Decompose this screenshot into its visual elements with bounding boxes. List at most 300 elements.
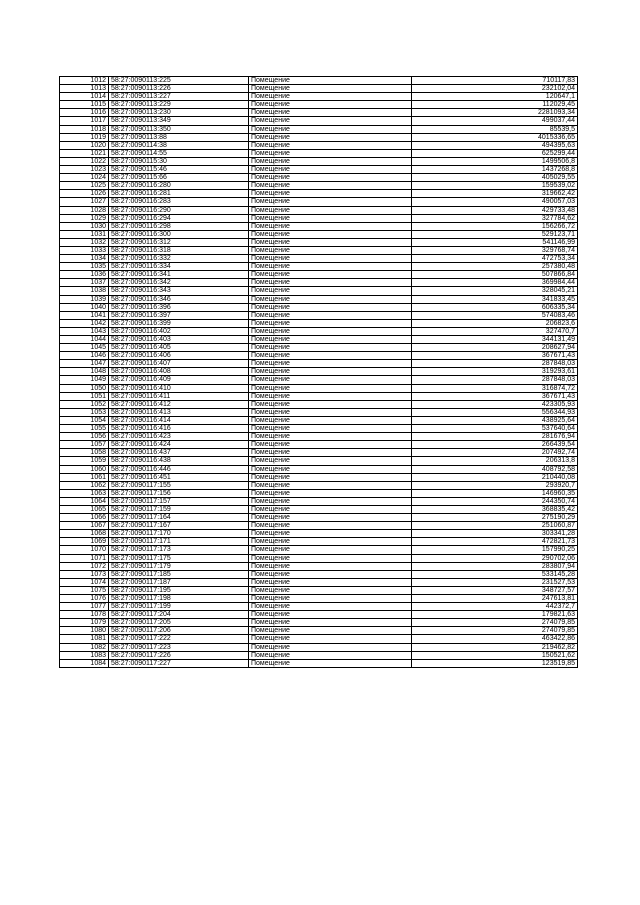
cadastral-number-cell: 58:27:0090116:346 — [109, 295, 249, 303]
table-row — [60, 635, 578, 643]
row-number-cell: 1040 — [60, 303, 109, 311]
cadastral-number-cell: 58:27:0090116:294 — [109, 214, 249, 222]
cadastral-number-cell: 58:27:0090115:66 — [109, 174, 249, 182]
table-row — [60, 279, 578, 287]
row-number-cell: 1069 — [60, 538, 109, 546]
table-row — [60, 336, 578, 344]
value-cell: 150521,62 — [412, 651, 578, 659]
value-cell: 327784,62 — [412, 214, 578, 222]
row-number-cell: 1067 — [60, 522, 109, 530]
cadastral-number-cell: 58:27:0090116:410 — [109, 384, 249, 392]
row-number-cell: 1015 — [60, 101, 109, 109]
value-cell: 499037,44 — [412, 117, 578, 125]
object-type-cell: Помещение — [249, 635, 412, 643]
row-number-cell: 1020 — [60, 141, 109, 149]
value-cell: 533145,28 — [412, 570, 578, 578]
value-cell: 206823,6 — [412, 319, 578, 327]
row-number-cell: 1066 — [60, 514, 109, 522]
object-type-cell: Помещение — [249, 473, 412, 481]
cadastral-number-cell: 58:27:0090117:204 — [109, 611, 249, 619]
table-row — [60, 449, 578, 457]
table-row — [60, 101, 578, 109]
value-cell: 179821,63 — [412, 611, 578, 619]
value-cell: 1437268,8 — [412, 166, 578, 174]
table-row — [60, 619, 578, 627]
object-type-cell: Помещение — [249, 489, 412, 497]
cadastral-number-cell: 58:27:0090116:407 — [109, 360, 249, 368]
object-type-cell: Помещение — [249, 408, 412, 416]
row-number-cell: 1075 — [60, 586, 109, 594]
row-number-cell: 1073 — [60, 570, 109, 578]
table-row — [60, 595, 578, 603]
row-number-cell: 1037 — [60, 279, 109, 287]
table-row — [60, 125, 578, 133]
object-type-cell: Помещение — [249, 287, 412, 295]
table-row — [60, 473, 578, 481]
row-number-cell: 1049 — [60, 376, 109, 384]
table-row — [60, 489, 578, 497]
cadastral-number-cell: 58:27:0090117:187 — [109, 578, 249, 586]
object-type-cell: Помещение — [249, 101, 412, 109]
object-type-cell: Помещение — [249, 392, 412, 400]
value-cell: 275190,29 — [412, 514, 578, 522]
object-type-cell: Помещение — [249, 77, 412, 85]
object-type-cell: Помещение — [249, 538, 412, 546]
cadastral-number-cell: 58:27:0090116:405 — [109, 344, 249, 352]
value-cell: 2281093,34 — [412, 109, 578, 117]
table-row — [60, 311, 578, 319]
value-cell: 85539,5 — [412, 125, 578, 133]
table-row — [60, 182, 578, 190]
object-type-cell: Помещение — [249, 319, 412, 327]
value-cell: 244350,74 — [412, 497, 578, 505]
row-number-cell: 1079 — [60, 619, 109, 627]
row-number-cell: 1017 — [60, 117, 109, 125]
row-number-cell: 1053 — [60, 408, 109, 416]
value-cell: 274079,85 — [412, 619, 578, 627]
row-number-cell: 1045 — [60, 344, 109, 352]
object-type-cell: Помещение — [249, 497, 412, 505]
row-number-cell: 1061 — [60, 473, 109, 481]
value-cell: 290702,06 — [412, 554, 578, 562]
cadastral-number-cell: 58:27:0090116:438 — [109, 457, 249, 465]
table-row — [60, 603, 578, 611]
table-row — [60, 465, 578, 473]
row-number-cell: 1062 — [60, 481, 109, 489]
row-number-cell: 1051 — [60, 392, 109, 400]
table-row — [60, 416, 578, 424]
table-row — [60, 408, 578, 416]
row-number-cell: 1072 — [60, 562, 109, 570]
object-type-cell: Помещение — [249, 230, 412, 238]
table-row — [60, 141, 578, 149]
table-row — [60, 457, 578, 465]
object-type-cell: Помещение — [249, 246, 412, 254]
table-row — [60, 352, 578, 360]
object-type-cell: Помещение — [249, 93, 412, 101]
table-row — [60, 327, 578, 335]
value-cell: 266439,54 — [412, 441, 578, 449]
table-row — [60, 392, 578, 400]
object-type-cell: Помещение — [249, 360, 412, 368]
value-cell: 120647,1 — [412, 93, 578, 101]
object-type-cell: Помещение — [249, 522, 412, 530]
value-cell: 463422,86 — [412, 635, 578, 643]
table-row — [60, 505, 578, 513]
object-type-cell: Помещение — [249, 562, 412, 570]
value-cell: 556344,93 — [412, 408, 578, 416]
object-type-cell: Помещение — [249, 327, 412, 335]
cadastral-number-cell: 58:27:0090117:170 — [109, 530, 249, 538]
value-cell: 438925,64 — [412, 416, 578, 424]
object-type-cell: Помещение — [249, 595, 412, 603]
object-type-cell: Помещение — [249, 311, 412, 319]
table-row — [60, 85, 578, 93]
object-type-cell: Помещение — [249, 85, 412, 93]
cadastral-number-cell: 58:27:0090116:409 — [109, 376, 249, 384]
row-number-cell: 1055 — [60, 425, 109, 433]
row-number-cell: 1056 — [60, 433, 109, 441]
cadastral-number-cell: 58:27:0090116:280 — [109, 182, 249, 190]
object-type-cell: Помещение — [249, 198, 412, 206]
object-type-cell: Помещение — [249, 157, 412, 165]
object-type-cell: Помещение — [249, 659, 412, 667]
cadastral-number-cell: 58:27:0090116:342 — [109, 279, 249, 287]
value-cell: 1499506,8 — [412, 157, 578, 165]
object-type-cell: Помещение — [249, 125, 412, 133]
value-cell: 247613,81 — [412, 595, 578, 603]
value-cell: 429733,48 — [412, 206, 578, 214]
value-cell: 219462,82 — [412, 643, 578, 651]
value-cell: 472821,73 — [412, 538, 578, 546]
row-number-cell: 1029 — [60, 214, 109, 222]
value-cell: 344131,49 — [412, 336, 578, 344]
cadastral-number-cell: 58:27:0090116:413 — [109, 408, 249, 416]
cadastral-number-cell: 58:27:0090113:226 — [109, 85, 249, 93]
value-cell: 293920,7 — [412, 481, 578, 489]
table-row — [60, 400, 578, 408]
row-number-cell: 1083 — [60, 651, 109, 659]
value-cell: 287848,03 — [412, 360, 578, 368]
object-type-cell: Помещение — [249, 505, 412, 513]
cadastral-number-cell: 58:27:0090116:408 — [109, 368, 249, 376]
value-cell: 206313,8 — [412, 457, 578, 465]
value-cell: 208627,94 — [412, 344, 578, 352]
object-type-cell: Помещение — [249, 643, 412, 651]
value-cell: 341833,45 — [412, 295, 578, 303]
cadastral-number-cell: 58:27:0090113:225 — [109, 77, 249, 85]
table-row — [60, 295, 578, 303]
cadastral-number-cell: 58:27:0090116:290 — [109, 206, 249, 214]
object-type-cell: Помещение — [249, 554, 412, 562]
cadastral-number-cell: 58:27:0090116:281 — [109, 190, 249, 198]
table-row — [60, 133, 578, 141]
object-type-cell: Помещение — [249, 514, 412, 522]
cadastral-number-cell: 58:27:0090116:411 — [109, 392, 249, 400]
value-cell: 367671,43 — [412, 392, 578, 400]
value-cell: 251060,87 — [412, 522, 578, 530]
row-number-cell: 1042 — [60, 319, 109, 327]
object-type-cell: Помещение — [249, 336, 412, 344]
cadastral-number-cell: 58:27:0090116:332 — [109, 255, 249, 263]
row-number-cell: 1018 — [60, 125, 109, 133]
cadastral-number-cell: 58:27:0090115:30 — [109, 157, 249, 165]
row-number-cell: 1023 — [60, 166, 109, 174]
cadastral-number-cell: 58:27:0090117:173 — [109, 546, 249, 554]
table-row — [60, 190, 578, 198]
value-cell: 316874,72 — [412, 384, 578, 392]
object-type-cell: Помещение — [249, 238, 412, 246]
table-row — [60, 376, 578, 384]
object-type-cell: Помещение — [249, 441, 412, 449]
row-number-cell: 1030 — [60, 222, 109, 230]
object-type-cell: Помещение — [249, 416, 412, 424]
value-cell: 231527,53 — [412, 578, 578, 586]
object-type-cell: Помещение — [249, 611, 412, 619]
object-type-cell: Помещение — [249, 182, 412, 190]
cadastral-number-cell: 58:27:0090116:334 — [109, 263, 249, 271]
table-row — [60, 384, 578, 392]
table-row — [60, 554, 578, 562]
row-number-cell: 1025 — [60, 182, 109, 190]
object-type-cell: Помещение — [249, 651, 412, 659]
row-number-cell: 1047 — [60, 360, 109, 368]
value-cell: 541146,99 — [412, 238, 578, 246]
cadastral-number-cell: 58:27:0090116:412 — [109, 400, 249, 408]
cadastral-number-cell: 58:27:0090113:349 — [109, 117, 249, 125]
row-number-cell: 1054 — [60, 416, 109, 424]
object-type-cell: Помещение — [249, 222, 412, 230]
value-cell: 281676,94 — [412, 433, 578, 441]
table-row — [60, 303, 578, 311]
table-row — [60, 546, 578, 554]
value-cell: 207492,74 — [412, 449, 578, 457]
table-row — [60, 198, 578, 206]
table-row — [60, 586, 578, 594]
table-row — [60, 425, 578, 433]
value-cell: 319293,61 — [412, 368, 578, 376]
row-number-cell: 1071 — [60, 554, 109, 562]
value-cell: 710117,83 — [412, 77, 578, 85]
cadastral-number-cell: 58:27:0090113:227 — [109, 93, 249, 101]
object-type-cell: Помещение — [249, 433, 412, 441]
table-row — [60, 344, 578, 352]
table-row — [60, 246, 578, 254]
cadastral-number-cell: 58:27:0090117:155 — [109, 481, 249, 489]
table-row — [60, 109, 578, 117]
cadastral-number-cell: 58:27:0090113:350 — [109, 125, 249, 133]
value-cell: 537640,64 — [412, 425, 578, 433]
object-type-cell: Помещение — [249, 425, 412, 433]
row-number-cell: 1057 — [60, 441, 109, 449]
object-type-cell: Помещение — [249, 530, 412, 538]
value-cell: 329768,74 — [412, 246, 578, 254]
object-type-cell: Помещение — [249, 190, 412, 198]
cadastral-number-cell: 58:27:0090116:403 — [109, 336, 249, 344]
table-row — [60, 230, 578, 238]
table-row — [60, 611, 578, 619]
object-type-cell: Помещение — [249, 449, 412, 457]
table-row — [60, 481, 578, 489]
table-row — [60, 514, 578, 522]
row-number-cell: 1032 — [60, 238, 109, 246]
object-type-cell: Помещение — [249, 384, 412, 392]
cadastral-number-cell: 58:27:0090114:55 — [109, 149, 249, 157]
row-number-cell: 1013 — [60, 85, 109, 93]
table-row — [60, 222, 578, 230]
row-number-cell: 1024 — [60, 174, 109, 182]
cadastral-number-cell: 58:27:0090116:397 — [109, 311, 249, 319]
table-row — [60, 174, 578, 182]
table-row — [60, 238, 578, 246]
row-number-cell: 1064 — [60, 497, 109, 505]
row-number-cell: 1084 — [60, 659, 109, 667]
cadastral-number-cell: 58:27:0090116:424 — [109, 441, 249, 449]
value-cell: 442372,7 — [412, 603, 578, 611]
value-cell: 574083,46 — [412, 311, 578, 319]
row-number-cell: 1082 — [60, 643, 109, 651]
cadastral-number-cell: 58:27:0090117:226 — [109, 651, 249, 659]
table-row — [60, 149, 578, 157]
row-number-cell: 1078 — [60, 611, 109, 619]
cadastral-number-cell: 58:27:0090117:199 — [109, 603, 249, 611]
table-row — [60, 157, 578, 165]
row-number-cell: 1035 — [60, 263, 109, 271]
object-type-cell: Помещение — [249, 400, 412, 408]
row-number-cell: 1060 — [60, 465, 109, 473]
cadastral-number-cell: 58:27:0090117:175 — [109, 554, 249, 562]
object-type-cell: Помещение — [249, 303, 412, 311]
object-type-cell: Помещение — [249, 279, 412, 287]
object-type-cell: Помещение — [249, 109, 412, 117]
row-number-cell: 1044 — [60, 336, 109, 344]
object-type-cell: Помещение — [249, 117, 412, 125]
cadastral-number-cell: 58:27:0090116:341 — [109, 271, 249, 279]
table-row — [60, 368, 578, 376]
table-row — [60, 206, 578, 214]
row-number-cell: 1081 — [60, 635, 109, 643]
row-number-cell: 1065 — [60, 505, 109, 513]
row-number-cell: 1048 — [60, 368, 109, 376]
value-cell: 112029,45 — [412, 101, 578, 109]
object-type-cell: Помещение — [249, 546, 412, 554]
cadastral-number-cell: 58:27:0090117:195 — [109, 586, 249, 594]
value-cell: 283807,94 — [412, 562, 578, 570]
value-cell: 159539,02 — [412, 182, 578, 190]
cadastral-number-cell: 58:27:0090117:167 — [109, 522, 249, 530]
value-cell: 319662,42 — [412, 190, 578, 198]
value-cell: 303341,28 — [412, 530, 578, 538]
value-cell: 157990,25 — [412, 546, 578, 554]
cadastral-number-cell: 58:27:0090116:446 — [109, 465, 249, 473]
object-type-cell: Помещение — [249, 570, 412, 578]
object-type-cell: Помещение — [249, 627, 412, 635]
table-row — [60, 263, 578, 271]
row-number-cell: 1012 — [60, 77, 109, 85]
cadastral-number-cell: 58:27:0090116:312 — [109, 238, 249, 246]
table-row — [60, 530, 578, 538]
object-type-cell: Помещение — [249, 271, 412, 279]
value-cell: 507866,84 — [412, 271, 578, 279]
object-type-cell: Помещение — [249, 376, 412, 384]
row-number-cell: 1063 — [60, 489, 109, 497]
cadastral-number-cell: 58:27:0090117:156 — [109, 489, 249, 497]
value-cell: 423305,93 — [412, 400, 578, 408]
object-type-cell: Помещение — [249, 214, 412, 222]
row-number-cell: 1046 — [60, 352, 109, 360]
object-type-cell: Помещение — [249, 619, 412, 627]
value-cell: 348727,57 — [412, 586, 578, 594]
cadastral-number-cell: 58:27:0090113:229 — [109, 101, 249, 109]
row-number-cell: 1038 — [60, 287, 109, 295]
cadastral-number-cell: 58:27:0090116:437 — [109, 449, 249, 457]
object-type-cell: Помещение — [249, 457, 412, 465]
object-type-cell: Помещение — [249, 133, 412, 141]
row-number-cell: 1074 — [60, 578, 109, 586]
row-number-cell: 1077 — [60, 603, 109, 611]
table-row — [60, 93, 578, 101]
object-type-cell: Помещение — [249, 481, 412, 489]
cadastral-number-cell: 58:27:0090116:402 — [109, 327, 249, 335]
cadastral-number-cell: 58:27:0090116:414 — [109, 416, 249, 424]
cadastral-number-cell: 58:27:0090113:88 — [109, 133, 249, 141]
value-cell: 146960,35 — [412, 489, 578, 497]
cadastral-number-cell: 58:27:0090116:423 — [109, 433, 249, 441]
object-type-cell: Помещение — [249, 295, 412, 303]
row-number-cell: 1076 — [60, 595, 109, 603]
row-number-cell: 1034 — [60, 255, 109, 263]
table-row — [60, 562, 578, 570]
cadastral-number-cell: 58:27:0090117:205 — [109, 619, 249, 627]
value-cell: 368835,42 — [412, 505, 578, 513]
row-number-cell: 1026 — [60, 190, 109, 198]
table-body — [60, 77, 578, 668]
table-row — [60, 271, 578, 279]
value-cell: 606335,34 — [412, 303, 578, 311]
cadastral-number-cell: 58:27:0090116:298 — [109, 222, 249, 230]
cadastral-number-cell: 58:27:0090116:399 — [109, 319, 249, 327]
row-number-cell: 1068 — [60, 530, 109, 538]
table-row — [60, 319, 578, 327]
object-type-cell: Помещение — [249, 141, 412, 149]
table-row — [60, 522, 578, 530]
value-cell: 287848,03 — [412, 376, 578, 384]
object-type-cell: Помещение — [249, 206, 412, 214]
table-row — [60, 360, 578, 368]
object-type-cell: Помещение — [249, 174, 412, 182]
cadastral-number-cell: 58:27:0090116:406 — [109, 352, 249, 360]
table-row — [60, 538, 578, 546]
cadastral-number-cell: 58:27:0090116:300 — [109, 230, 249, 238]
row-number-cell: 1016 — [60, 109, 109, 117]
row-number-cell: 1033 — [60, 246, 109, 254]
row-number-cell: 1080 — [60, 627, 109, 635]
cadastral-number-cell: 58:27:0090117:171 — [109, 538, 249, 546]
row-number-cell: 1028 — [60, 206, 109, 214]
table-row — [60, 287, 578, 295]
object-type-cell: Помещение — [249, 578, 412, 586]
cadastral-number-cell: 58:27:0090116:343 — [109, 287, 249, 295]
cadastral-number-cell: 58:27:0090117:223 — [109, 643, 249, 651]
value-cell: 529123,71 — [412, 230, 578, 238]
cadastral-number-cell: 58:27:0090114:38 — [109, 141, 249, 149]
cadastral-number-cell: 58:27:0090116:451 — [109, 473, 249, 481]
table-row — [60, 643, 578, 651]
value-cell: 232102,04 — [412, 85, 578, 93]
value-cell: 327470,7 — [412, 327, 578, 335]
value-cell: 472753,34 — [412, 255, 578, 263]
row-number-cell: 1014 — [60, 93, 109, 101]
